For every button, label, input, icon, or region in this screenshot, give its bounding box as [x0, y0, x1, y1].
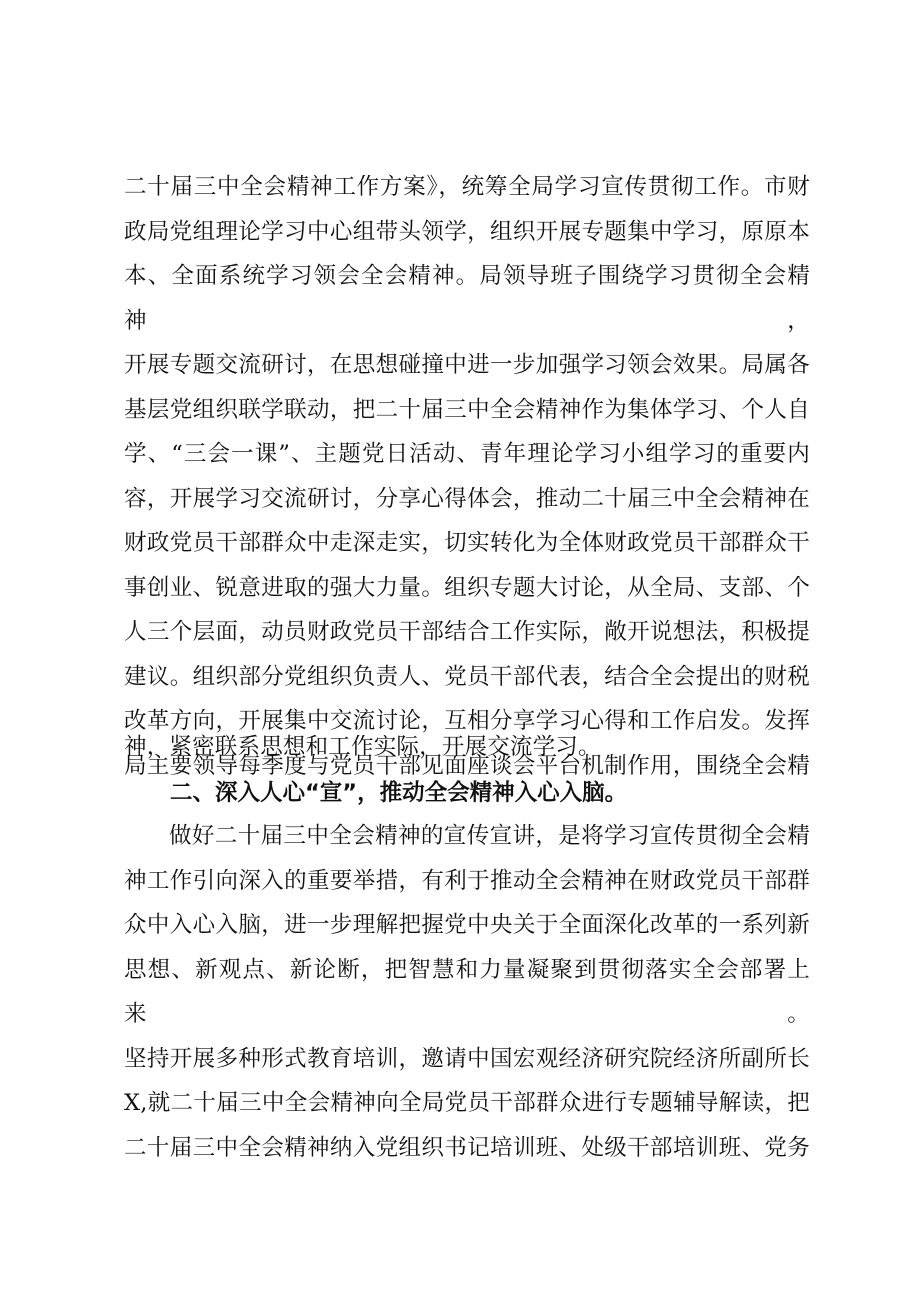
paragraph-2-line-6: X,就二十届三中全会精神向全局党员干部群众进行专题辅导解读，把 [124, 1090, 810, 1116]
paragraph-1-line-6: 学、“三会一课”、主题党日活动、青年理论学习小组学习的重要内 [124, 441, 810, 467]
paragraph-2-line-4: 思想、新观点、新论断，把智慧和力量凝聚到贯彻落实全会部署上来。 [124, 956, 810, 1027]
paragraph-1-line-7: 容，开展学习交流研讨，分享心得体会，推动二十届三中全会精神在 [124, 485, 810, 512]
paragraph-2-line-3: 众中入心入脑，进一步理解把握党中央关于全面深化改革的一系列新 [124, 912, 810, 938]
paragraph-1-line-4: 开展专题交流研讨，在思想碰撞中进一步加强学习领会效果。局属各 [124, 352, 810, 378]
section-heading-2: 二、深入人心“宣”，推动全会精神入心入脑。 [170, 780, 628, 806]
paragraph-1-line-3: 本、全面系统学习领会全会精神。局领导班子围绕学习贯彻全会精神， [124, 263, 810, 334]
paragraph-1-line-8: 财政党员干部群众中走深走实，切实转化为全体财政党员干部群众干 [124, 530, 810, 556]
paragraph-1-line-13: 局主要领导每季度与党员干部见面座谈会平台机制作用，围绕全会精 [124, 752, 810, 779]
paragraph-1 [124, 165, 810, 788]
paragraph-1-line-5: 基层党组织联学联动，把二十届三中全会精神作为集体学习、个人自 [124, 396, 810, 423]
paragraph-2-line-7: 二十届三中全会精神纳入党组织书记培训班、处级干部培训班、党务 [124, 1134, 810, 1161]
paragraph-1-line-9: 事创业、锐意进取的强大力量。组织专题大讨论，从全局、支部、个 [124, 574, 810, 601]
paragraph-1-line-11: 建议。组织部分党组织负责人、党员干部代表，结合全会提出的财税 [124, 663, 810, 690]
paragraph-1-line-1: 二十届三中全会精神工作方案》，统筹全局学习宣传贯彻工作。市财 [124, 174, 810, 200]
paragraph-1-line-2: 政局党组理论学习中心组带头领学，组织开展专题集中学习，原原本 [124, 218, 810, 245]
paragraph-2-line-5: 坚持开展多种形式教育培训，邀请中国宏观经济研究院经济所副所长 [124, 1045, 810, 1072]
paragraph-2 [124, 814, 810, 1170]
paragraph-1-line-10: 人三个层面，动员财政党员干部结合工作实际，敞开说想法，积极提 [124, 619, 810, 645]
paragraph-2-line-2: 神工作引向深入的重要举措，有利于推动全会精神在财政党员干部群 [124, 867, 810, 894]
paragraph-2-line-1: 做好二十届三中全会精神的宣传宣讲，是将学习宣传贯彻全会精 [169, 823, 810, 849]
paragraph-1-last-line: 神，紧密联系思想和工作实际，开展交流学习。 [124, 734, 601, 760]
paragraph-1-line-12: 改革方向，开展集中交流讨论，互相分享学习心得和工作启发。发挥 [124, 708, 810, 734]
